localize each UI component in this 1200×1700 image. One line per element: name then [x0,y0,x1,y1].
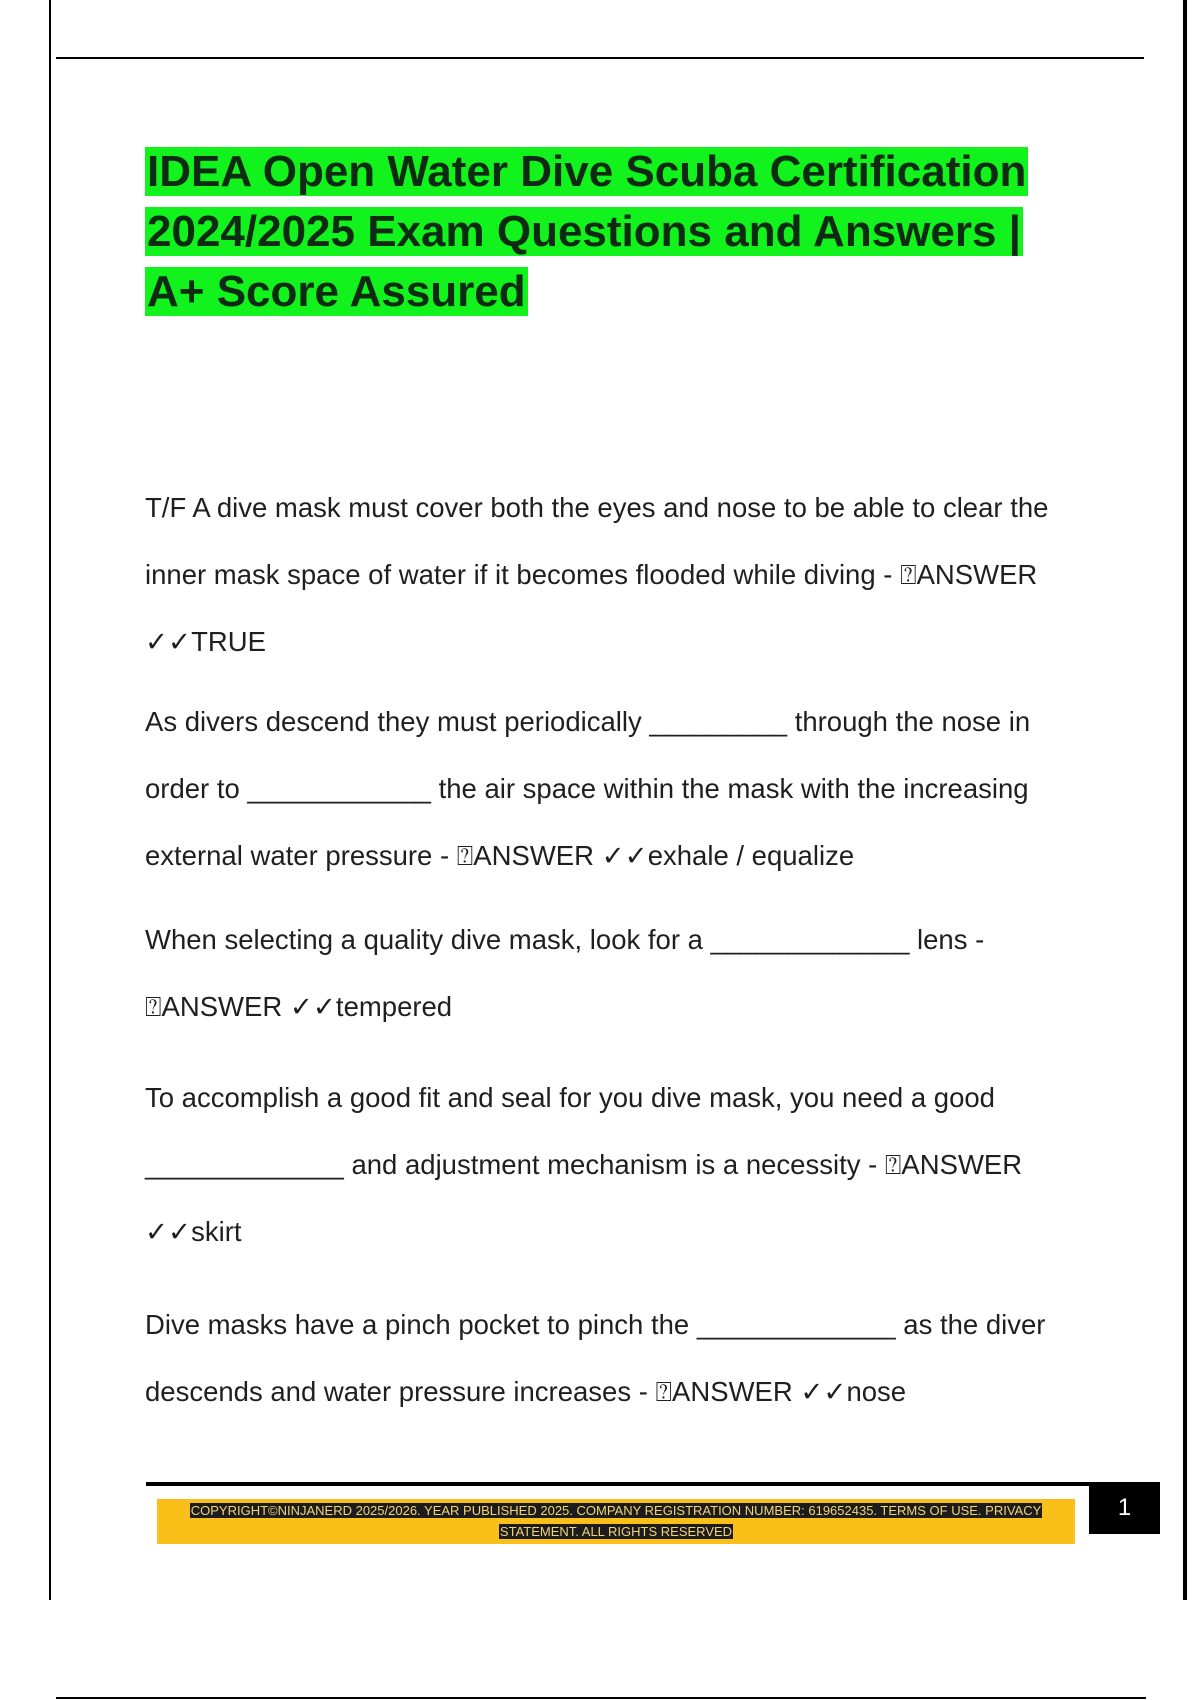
page-number: 1 [1089,1482,1160,1534]
page-border-right [1183,0,1187,1600]
qa-item-3: When selecting a quality dive mask, look for a _____________ lens - ⍰ANSWER ✓✓tempered [145,924,985,1022]
page-bottom-rule [56,1697,1146,1699]
header-rule [56,57,1144,59]
document-title [145,142,1085,322]
qa-item-2: As divers descend they must periodically _________ through the nose in order to ____________ the air space within the mask with the increasing external water pressure - ⍰ANSWER ✓✓exhale / equalize [145,706,1031,871]
page-border-left [49,0,51,1600]
footer-rule [146,1482,1090,1486]
qa-item-5: Dive masks have a pinch pocket to pinch the _____________ as the diver descends and water pressure increases - ⍰ANSWER ✓✓nose [145,1309,1046,1407]
footer-copyright [157,1500,1075,1542]
qa-item-4: To accomplish a good fit and seal for you dive mask, you need a good _____________ and adjustment mechanism is a necessity - ⍰ANSWER ✓✓skirt [145,1082,1023,1247]
qa-item-1: T/F A dive mask must cover both the eyes and nose to be able to clear the inner mask space of water if it becomes flooded while diving - ⍰ANSWER ✓✓TRUE [145,492,1049,657]
document-title-text: IDEA Open Water Dive Scuba Certification 2024/2025 Exam Questions and Answers | A+ Score Assured [147,147,1027,316]
footer-copyright-text: COPYRIGHT©NINJANERD 2025/2026. YEAR PUBLISHED 2025. COMPANY REGISTRATION NUMBER: 619652435. TERMS OF USE. PRIVACY STATEMENT. ALL RIGHTS RESERVED [190,1503,1042,1539]
